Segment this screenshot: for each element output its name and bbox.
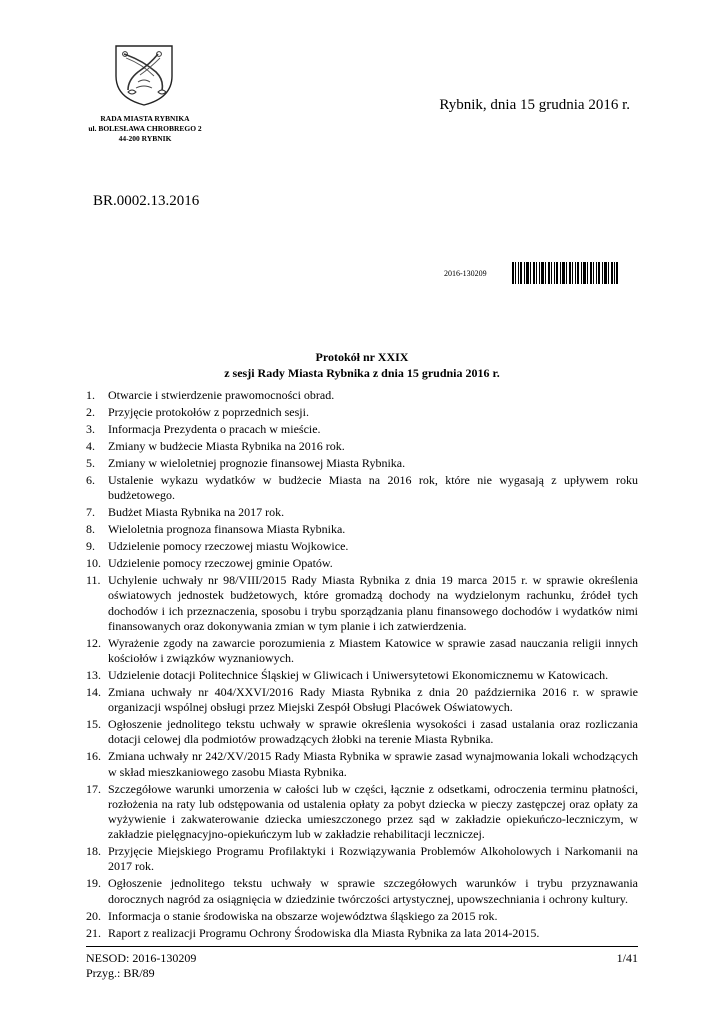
- agenda-item-number: 6.: [86, 473, 95, 487]
- agenda-item-number: 2.: [86, 405, 95, 419]
- agenda-item-number: 19.: [86, 876, 101, 891]
- agenda-item-text: Ogłoszenie jednolitego tekstu uchwały w sprawie określenia wysokości i zasad ustalania oraz rozliczania dotacji celowej dla podmiotów prowadzących żłobki na terenie Miasta Rybnika.: [108, 717, 638, 747]
- agenda-item: [86, 388, 638, 403]
- agenda-item-text: Ustalenie wykazu wydatków w budżecie Miasta na 2016 rok, które nie wygasają z upływem roku budżetowego.: [108, 473, 638, 503]
- session-subtitle: z sesji Rady Miasta Rybnika z dnia 15 grudnia 2016 r.: [224, 366, 500, 380]
- agenda-item-text: Budżet Miasta Rybnika na 2017 rok.: [108, 505, 285, 520]
- agenda-item-number: 14.: [86, 685, 101, 700]
- org-name: RADA MIASTA RYBNIKA: [100, 114, 190, 123]
- agenda-item: [86, 876, 638, 906]
- agenda-item-text: Informacja Prezydenta o pracach w mieście.: [108, 422, 321, 436]
- protocol-number: Protokół nr XXIX: [315, 350, 409, 364]
- agenda-item-text: Wieloletnia prognoza finansowa Miasta Rybnika.: [108, 522, 346, 537]
- agenda-item-text: Otwarcie i stwierdzenie prawomocności obrad.: [108, 388, 335, 402]
- agenda-item: [86, 926, 638, 941]
- agenda-item-number: 12.: [86, 635, 101, 650]
- footer-prepared-by: Przyg.: BR/89: [86, 966, 155, 980]
- agenda-item-text: Udzielenie pomocy rzeczowej miastu Wojkowice.: [108, 539, 349, 554]
- agenda-item-number: 10.: [86, 556, 101, 571]
- barcode-number: 2016-130209: [444, 269, 487, 278]
- agenda-item-number: 20.: [86, 908, 101, 923]
- agenda-item-number: 21.: [86, 925, 101, 940]
- org-street: ul. BOLESŁAWA CHROBREGO 2: [88, 124, 202, 133]
- footer-nesod: NESOD: 2016-130209: [86, 951, 197, 965]
- agenda-item-text: Udzielenie dotacji Politechnice Śląskiej w Gliwicach i Uniwersytetowi Ekonomicznemu w Katowicach.: [108, 668, 609, 683]
- page-number: 1/41: [616, 951, 638, 965]
- agenda-item: [86, 405, 638, 420]
- agenda-item-number: 7.: [86, 505, 95, 520]
- agenda-item-text: Uchylenie uchwały nr 98/VIII/2015 Rady Miasta Rybnika z dnia 19 marca 2015 r. w sprawie określenia oświatowych jednostek budżetowych, które gromadzą dochody na wydzielonym rachunku, źródeł tych dochodów i ich przeznaczenia, sposobu i trybu sporządzania planu finansowego dochodów i wydatków nimi finansowanych oraz dokonywania zmian w tym planie i ich zatwierdzenia.: [108, 573, 638, 633]
- agenda-item: [86, 473, 638, 503]
- agenda-item-text: Ogłoszenie jednolitego tekstu uchwały w sprawie szczegółowych warunków i trybu przyznawania dorocznych nagród za osiągnięcia w dziedzinie twórczości artystycznej, upowszechniania i ochrony kultury.: [108, 876, 638, 906]
- agenda-item: [86, 749, 638, 779]
- agenda-item-number: 17.: [86, 781, 101, 796]
- agenda-item-text: Przyjęcie protokołów z poprzednich sesji.: [108, 405, 309, 419]
- agenda-item: [86, 782, 638, 843]
- agenda-item: [86, 909, 638, 924]
- agenda-item-number: 9.: [86, 539, 95, 554]
- org-postal: 44-200 RYBNIK: [118, 134, 172, 143]
- agenda-item-text: Zmiana uchwały nr 242/XV/2015 Rady Miasta Rybnika w sprawie zasad wynajmowania lokali wchodzących w skład mieszkaniowego zasobu Miasta Rybnika.: [108, 749, 638, 779]
- agenda-item-text: Zmiany w budżecie Miasta Rybnika na 2016 rok.: [108, 439, 345, 453]
- agenda-item-number: 4.: [86, 439, 95, 453]
- agenda-item-text: Zmiany w wieloletniej prognozie finansowej Miasta Rybnika.: [108, 456, 406, 470]
- agenda-item-number: 8.: [86, 522, 95, 537]
- agenda-item-number: 5.: [86, 456, 95, 470]
- barcode-icon: [512, 262, 618, 284]
- agenda-item: [86, 522, 638, 537]
- agenda-item: [86, 844, 638, 874]
- agenda-item: [86, 717, 638, 747]
- protocol-title: [86, 349, 638, 381]
- agenda-item-text: Informacja o stanie środowiska na obszarze województwa śląskiego za 2015 rok.: [108, 908, 498, 923]
- agenda-item: [86, 668, 638, 683]
- agenda-item-text: Raport z realizacji Programu Ochrony Środowiska dla Miasta Rybnika za lata 2014-2015.: [108, 925, 540, 940]
- reference-number: BR.0002.13.2016: [93, 193, 200, 209]
- footer-meta: [86, 951, 196, 981]
- agenda-item: [86, 439, 638, 454]
- agenda-item: [86, 573, 638, 634]
- footer-divider: [86, 946, 638, 947]
- agenda-item-text: Udzielenie pomocy rzeczowej gminie Opatów.: [108, 556, 333, 571]
- agenda-item: [86, 556, 638, 571]
- agenda-item-text: Zmiana uchwały nr 404/XXVI/2016 Rady Miasta Rybnika z dnia 20 października 2016 r. w sprawie organizacji wspólnej obsługi przez Miejski Zespół Obsługi Placówek Oświatowych.: [108, 685, 638, 715]
- agenda-item-number: 18.: [86, 844, 101, 859]
- agenda-item: [86, 505, 638, 520]
- agenda-item-number: 15.: [86, 717, 101, 732]
- agenda-item-number: 1.: [86, 388, 95, 402]
- agenda-list: [86, 388, 638, 943]
- agenda-item-number: 13.: [86, 668, 101, 683]
- agenda-item-number: 16.: [86, 749, 101, 764]
- organization-address: [64, 114, 226, 144]
- agenda-item: [86, 422, 638, 437]
- agenda-item-text: Szczegółowe warunki umorzenia w całości lub w części, łącznie z odsetkami, odroczenia terminu płatności, rozłożenia na raty lub odstępowania od ustalenia opłaty za pobyt dziecka w pieczy zastępczej oraz opłaty za wyżywienie i zakwaterowanie dziecka umieszczonego przez sąd w zakładzie opiekuńczo-leczniczym, w zakładzie pielęgnacyjno-opiekuńczym lub w zakładzie rehabilitacji leczniczej.: [108, 781, 638, 842]
- agenda-item-number: 11.: [86, 573, 101, 588]
- city-coat-of-arms-icon: [112, 42, 176, 108]
- agenda-item-text: Przyjęcie Miejskiego Programu Profilaktyki i Rozwiązywania Problemów Alkoholowych i Narkomanii na 2017 rok.: [108, 844, 638, 874]
- agenda-item-number: 3.: [86, 422, 95, 436]
- agenda-item: [86, 685, 638, 715]
- place-and-date: Rybnik, dnia 15 grudnia 2016 r.: [439, 97, 630, 113]
- agenda-item: [86, 456, 638, 471]
- agenda-item: [86, 636, 638, 666]
- agenda-item-text: Wyrażenie zgody na zawarcie porozumienia z Miastem Katowice w sprawie zasad nauczania religii innych kościołów i związków wyznaniowych.: [108, 635, 638, 666]
- agenda-item: [86, 539, 638, 554]
